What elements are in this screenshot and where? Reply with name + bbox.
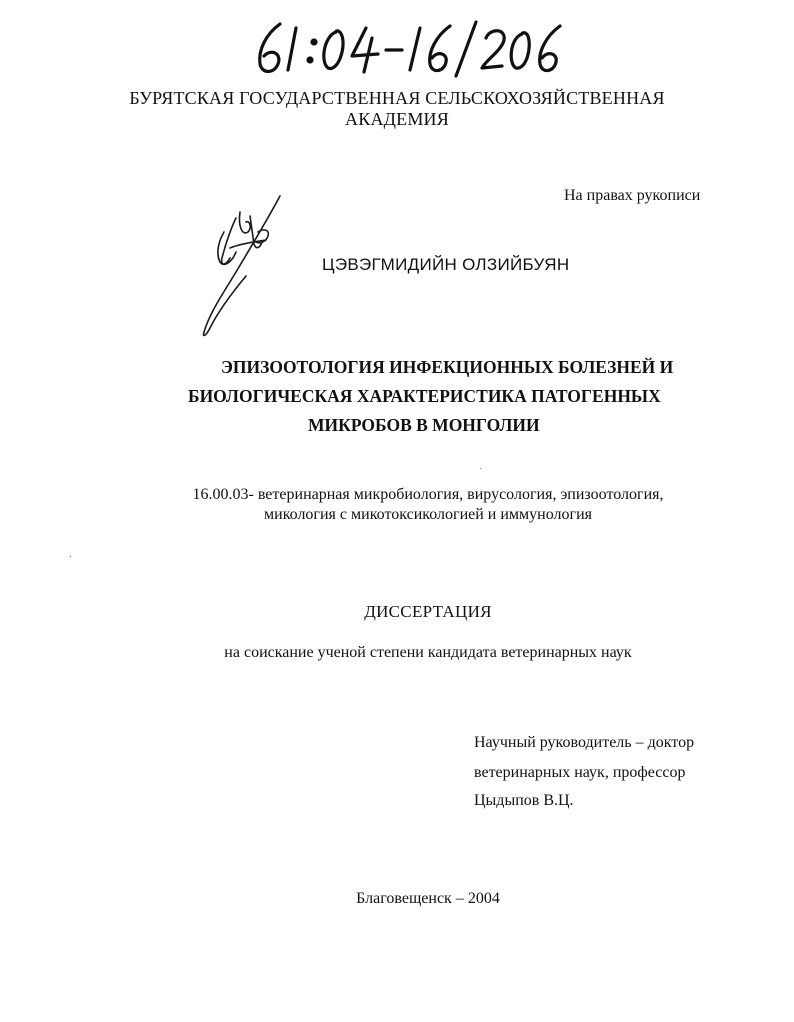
supervisor-line-2: ветеринарных наук, профессор bbox=[474, 764, 686, 781]
specialty-line-2: микология с микотоксикологией и иммунология bbox=[264, 506, 592, 523]
supervisor-line-3: Цыдыпов В.Ц. bbox=[474, 792, 574, 809]
manuscript-rights: На правах рукописи bbox=[564, 187, 701, 204]
specialty-line-1: 16.00.03- ветеринарная микробиология, вирусология, эпизоотология, bbox=[192, 486, 664, 503]
signature bbox=[196, 192, 288, 342]
organization-line-2: АКАДЕМИЯ bbox=[345, 109, 449, 129]
degree-statement: на соискание ученой степени кандидата ветеринарных наук bbox=[224, 644, 632, 661]
supervisor-line-1: Научный руководитель – доктор bbox=[474, 734, 695, 751]
organization-name bbox=[0, 88, 794, 130]
scan-speck bbox=[480, 468, 481, 469]
city-year: Благовещенск – 2004 bbox=[356, 890, 500, 907]
specialty bbox=[0, 485, 794, 525]
dissertation-title-line-3: МИКРОБОВ В МОНГОЛИИ bbox=[308, 415, 540, 435]
author-name: ЦЭВЭГМИДИЙН ОЛЗИЙБУЯН bbox=[322, 255, 570, 274]
document-type: ДИССЕРТАЦИЯ bbox=[364, 602, 492, 621]
organization-line-1: БУРЯТСКАЯ ГОСУДАРСТВЕННАЯ СЕЛЬСКОХОЗЯЙСТВЕННАЯ bbox=[129, 88, 665, 108]
dissertation-title-line-2: БИОЛОГИЧЕСКАЯ ХАРАКТЕРИСТИКА ПАТОГЕННЫХ bbox=[188, 386, 661, 406]
scan-speck bbox=[70, 556, 71, 557]
dissertation-title-line-1: ЭПИЗООТОЛОГИЯ ИНФЕКЦИОННЫХ БОЛЕЗНЕЙ И bbox=[221, 357, 674, 377]
handwritten-archive-number bbox=[240, 14, 570, 82]
